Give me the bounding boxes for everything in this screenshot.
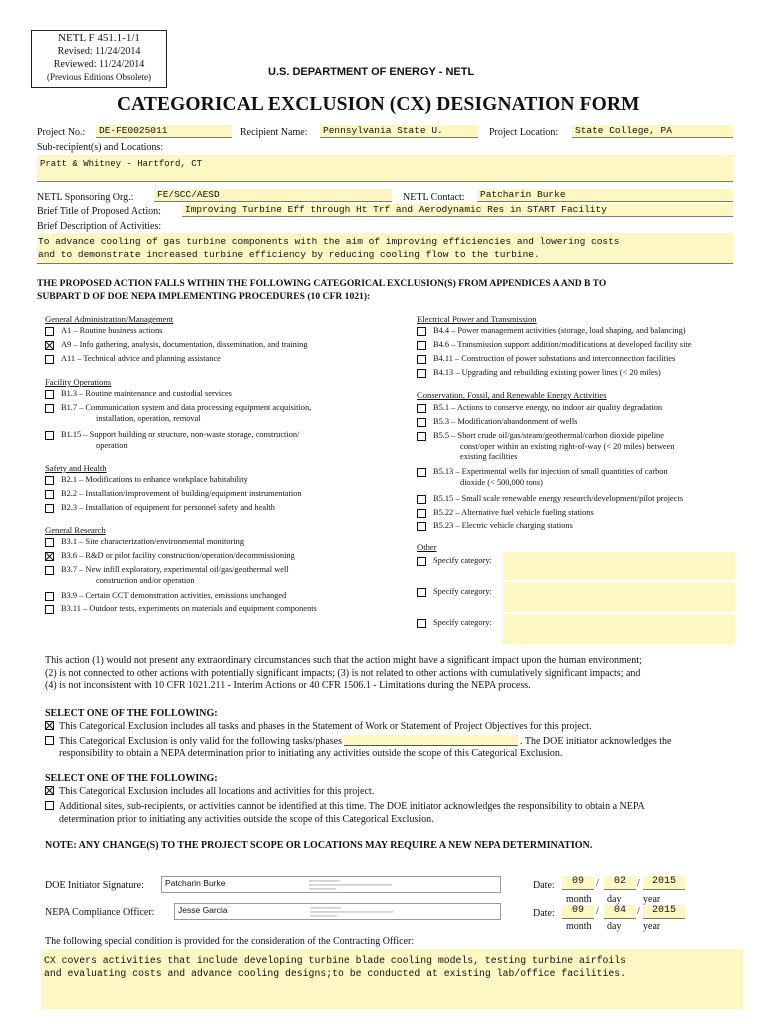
sponsor-field[interactable]: FE/SCC/AESD xyxy=(154,189,392,202)
project-no-field[interactable]: DE-FE0025011 xyxy=(96,125,232,138)
section-general-research: General Research xyxy=(45,525,106,535)
cx-a11[interactable]: A11 – Technical advice and planning assistance xyxy=(45,354,221,365)
proposed-heading-line-2: SUBPART D OF DOE NEPA IMPLEMENTING PROCEDURES (10 CFR 1021): xyxy=(37,291,371,302)
checkbox-b311[interactable] xyxy=(45,605,54,614)
cx-b411[interactable]: B4.11 – Construction of power substations and interconnection facilities xyxy=(417,354,675,365)
cx-b311[interactable]: B3.11 – Outdoor tests, experiments on materials and equipment components xyxy=(45,604,317,615)
cx-b523[interactable]: B5.23 – Electric vehicle charging stations xyxy=(417,521,573,532)
subrecipient-label: Sub-recipient(s) and Locations: xyxy=(37,142,164,153)
checkbox-a9-checked[interactable] xyxy=(45,341,54,350)
location-label: Project Location: xyxy=(489,127,559,138)
checkbox-b522[interactable] xyxy=(417,509,426,518)
checkbox-select1-opt1-checked[interactable] xyxy=(45,721,54,730)
checkbox-select2-opt2[interactable] xyxy=(45,801,54,810)
cx-b36[interactable]: B3.6 – R&D or pilot facility construction/operation/decommissioning xyxy=(45,551,295,562)
special-condition-line-1: CX covers activities that include developing turbine blade cooling models, testing turbine airfoils xyxy=(44,955,627,966)
checkbox-select1-opt2[interactable] xyxy=(45,736,54,745)
checkbox-a11[interactable] xyxy=(45,355,54,364)
form-id-box xyxy=(31,30,167,88)
checkbox-a1[interactable] xyxy=(45,327,54,336)
special-condition-field[interactable] xyxy=(41,949,743,1009)
recipient-label: Recipient Name: xyxy=(240,127,308,138)
section-facility-operations: Facility Operations xyxy=(45,377,112,387)
subrecipient-field[interactable]: Pratt & Whitney - Hartford, CT xyxy=(37,155,733,182)
other-category-1-field[interactable] xyxy=(503,552,735,580)
cx-b13[interactable]: B1.3 – Routine maintenance and custodial services xyxy=(45,389,232,400)
cx-b44[interactable]: B4.4 – Power management activities (storage, load shaping, and balancing) xyxy=(417,326,686,337)
form-number: NETL F 451.1-1/1 xyxy=(58,32,140,44)
cx-a1[interactable]: A1 – Routine business actions xyxy=(45,326,162,337)
checkbox-b523[interactable] xyxy=(417,522,426,531)
cx-b51[interactable]: B5.1 – Actions to conserve energy, no indoor air quality degradation xyxy=(417,403,662,414)
date2-day[interactable]: 04 xyxy=(604,905,636,919)
brief-title-label: Brief Title of Proposed Action: xyxy=(37,206,161,217)
initiator-signature-label: DOE Initiator Signature: xyxy=(45,880,144,891)
month-caption-1: month xyxy=(566,894,592,905)
checkbox-b37[interactable] xyxy=(45,566,54,575)
select2-option-1[interactable]: This Categorical Exclusion includes all locations and activities for this project. xyxy=(45,786,374,799)
nepa-officer-label: NEPA Compliance Officer: xyxy=(45,907,155,918)
cx-b31[interactable]: B3.1 – Site characterization/environmental monitoring xyxy=(45,537,244,548)
department-header: U.S. DEPARTMENT OF ENERGY - NETL xyxy=(268,66,475,78)
year-caption-1: year xyxy=(643,894,661,905)
checkbox-b23[interactable] xyxy=(45,504,54,513)
checkbox-b411[interactable] xyxy=(417,355,426,364)
checkbox-b39[interactable] xyxy=(45,592,54,601)
sponsor-label: NETL Sponsoring Org.: xyxy=(37,192,134,203)
select-one-heading-1: SELECT ONE OF THE FOLLOWING: xyxy=(45,708,218,719)
section-general-admin: General Administration/Management xyxy=(45,314,174,324)
date1-year[interactable]: 2015 xyxy=(643,876,685,890)
checkbox-select2-opt1-checked[interactable] xyxy=(45,786,54,795)
initiator-signature-name: Patcharin Burke xyxy=(165,878,226,888)
section-conservation: Conservation, Fossil, and Renewable Energy Activities xyxy=(417,390,607,400)
date2-month[interactable]: 09 xyxy=(562,905,594,919)
select2-option-2-cont: determination prior to initiating any activities outside the scope of this Categorical Exclusion. xyxy=(59,814,434,825)
cx-b46[interactable]: B4.6 – Transmission support addition/modifications at developed facility site xyxy=(417,340,691,351)
checkbox-b115[interactable] xyxy=(45,431,54,440)
cx-a9[interactable]: A9 – Info gathering, analysis, documentation, dissemination, and training xyxy=(45,340,308,351)
obsolete-note: (Previous Editions Obsolete) xyxy=(47,72,151,82)
cx-b23[interactable]: B2.3 – Installation of equipment for personnel safety and health xyxy=(45,503,275,514)
checkbox-b413[interactable] xyxy=(417,369,426,378)
section-other: Other xyxy=(417,542,437,552)
section-safety-health: Safety and Health xyxy=(45,463,107,473)
form-title: CATEGORICAL EXCLUSION (CX) DESIGNATION FORM xyxy=(117,94,640,115)
checkbox-b22[interactable] xyxy=(45,490,54,499)
brief-desc-field[interactable] xyxy=(37,233,733,264)
special-condition-line-2: and evaluating costs and advance cooling designs;to be conducted at existing lab/office facilities. xyxy=(44,968,627,979)
checkbox-b51[interactable] xyxy=(417,404,426,413)
project-no-label: Project No.: xyxy=(37,127,86,138)
checkbox-b17[interactable] xyxy=(45,404,54,413)
special-condition-label: The following special condition is provided for the consideration of the Contracting Officer: xyxy=(45,936,415,947)
contact-label: NETL Contact: xyxy=(403,192,465,203)
cx-b413[interactable]: B4.13 – Upgrading and rebuilding existing power lines (< 20 miles) xyxy=(417,368,661,379)
date1-slash-1: / xyxy=(596,878,599,889)
cx-b513[interactable]: B5.13 – Experimental wells for injection of small quantities of carbon dioxide (< 500,000 tons) xyxy=(417,467,668,488)
checkbox-b515[interactable] xyxy=(417,495,426,504)
checkbox-b21[interactable] xyxy=(45,476,54,485)
checkbox-other-1[interactable] xyxy=(417,557,426,566)
checkbox-b53[interactable] xyxy=(417,418,426,427)
checkbox-b13[interactable] xyxy=(45,390,54,399)
checkbox-b46[interactable] xyxy=(417,341,426,350)
select2-option-2[interactable]: Additional sites, sub-recipients, or activities cannot be identified at this time. The DOE initiator acknowledges the responsibility to obtain a NEPA xyxy=(45,801,645,814)
recipient-field[interactable]: Pennsylvania State U. xyxy=(320,125,478,138)
tasks-phases-field[interactable] xyxy=(344,735,518,746)
cx-b22[interactable]: B2.2 – Installation/improvement of building/equipment instrumentation xyxy=(45,489,302,500)
checkbox-b513[interactable] xyxy=(417,468,426,477)
checkbox-b44[interactable] xyxy=(417,327,426,336)
cx-b39[interactable]: B3.9 – Certain CCT demonstration activities, emissions unchanged xyxy=(45,591,286,602)
nepa-signature-field[interactable] xyxy=(174,903,501,920)
cx-b115[interactable]: B1.15 – Support building or structure, non-waste storage, construction/ operation xyxy=(45,430,299,451)
checkbox-other-3[interactable] xyxy=(417,619,426,628)
proposed-heading-line-1: THE PROPOSED ACTION FALLS WITHIN THE FOLLOWING CATEGORICAL EXCLUSION(S) FROM APPENDICES A AND B TO xyxy=(37,278,607,289)
date2-slash-1: / xyxy=(596,906,599,917)
cx-b53[interactable]: B5.3 – Modification/abandonment of wells xyxy=(417,417,577,428)
other-category-3[interactable]: Specify category: xyxy=(417,618,492,629)
day-caption-2: day xyxy=(607,921,622,932)
nepa-signature-name: Jesse Garcia xyxy=(178,905,228,915)
date-label-1: Date: xyxy=(533,880,555,891)
nepa-digital-stamp: ━━━━━━━━━━━━━━━━━ ━━━━━━━━━━━━━━━━━━━━━━━━━━━━━━━━━━━━━━━━━━━━━━ ━━━━━━━━━━━━━━━ xyxy=(310,906,394,918)
select1-option-2[interactable]: This Categorical Exclusion is only valid for the following tasks/phases . The DOE initiator acknowledges the xyxy=(45,735,671,749)
date1-month[interactable]: 09 xyxy=(562,876,594,890)
revised-date: Revised: 11/24/2014 xyxy=(57,46,141,57)
brief-desc-label: Brief Description of Activities: xyxy=(37,221,162,232)
cx-b515[interactable]: B5.15 – Small scale renewable energy research/development/pilot projects xyxy=(417,494,683,505)
other-category-2-field[interactable] xyxy=(503,582,735,612)
scope-change-note: NOTE: ANY CHANGE(S) TO THE PROJECT SCOPE OR LOCATIONS MAY REQUIRE A NEW NEPA DETERMINATION. xyxy=(45,840,593,851)
cx-b17[interactable]: B1.7 – Communication system and data processing equipment acquisition, installation, operation, removal xyxy=(45,403,311,424)
day-caption-1: day xyxy=(607,894,622,905)
date2-year[interactable]: 2015 xyxy=(643,905,685,919)
select1-option-2-cont: responsibility to obtain a NEPA determination prior to initiating any activities outside the scope of this Categorical Exclusion. xyxy=(59,748,563,759)
brief-title-field[interactable]: Improving Turbine Eff through Ht Trf and Aerodynamic Res in START Facility xyxy=(182,204,733,217)
checkbox-other-2[interactable] xyxy=(417,588,426,597)
month-caption-2: month xyxy=(566,921,592,932)
brief-desc-line-1: To advance cooling of gas turbine components with the aim of improving efficiencies and lowering costs xyxy=(38,236,620,247)
checkbox-b36-checked[interactable] xyxy=(45,552,54,561)
initiator-digital-stamp: ━━━━━━━━━━━━━━━━━ ━━━━━━━━━━━━━━━━━━━━━━━━━━━━━━━━━━━━━━━━━━━━━━ ━━━━━━━━━━━━━━━ xyxy=(309,879,393,891)
action-paragraph: This action (1) would not present any extraordinary circumstances such that the action might have a significant impact upon the human environment; (2) is not connected to other actions with potentially significant impacts; (3) is not related to other actions with cumulatively significant impacts; and (4) is not inconsistent with 10 CFR 1021.211 - Interim Actions or 40 CFR 1506.1 - Limitations during the NEPA process. xyxy=(45,655,642,691)
cx-b522[interactable]: B5.22 – Alternative fuel vehicle fueling stations xyxy=(417,508,594,519)
location-field[interactable]: State College, PA xyxy=(572,125,733,138)
year-caption-2: year xyxy=(643,921,661,932)
date2-slash-2: / xyxy=(637,906,640,917)
checkbox-b55[interactable] xyxy=(417,432,426,441)
checkbox-b31[interactable] xyxy=(45,538,54,547)
other-category-1[interactable]: Specify category: xyxy=(417,556,492,567)
date-label-2: Date: xyxy=(533,908,555,919)
brief-desc-line-2: and to demonstrate increased turbine efficiency by reducing cooling flow to the turbine. xyxy=(38,248,540,260)
initiator-signature-field[interactable] xyxy=(161,876,501,893)
select-one-heading-2: SELECT ONE OF THE FOLLOWING: xyxy=(45,773,218,784)
date1-slash-2: / xyxy=(637,878,640,889)
reviewed-date: Reviewed: 11/24/2014 xyxy=(53,59,145,70)
date1-day[interactable]: 02 xyxy=(604,876,636,890)
select1-option-1[interactable]: This Categorical Exclusion includes all tasks and phases in the Statement of Work or Statement of Project Objectives for this project. xyxy=(45,721,592,734)
other-category-3-field[interactable] xyxy=(503,614,735,644)
cx-b55[interactable]: B5.5 – Short crude oil/gas/steam/geothermal/carbon dioxide pipeline const/oper within an existing right-of-way (< 20 miles) between existing facilities xyxy=(417,431,675,463)
other-category-2[interactable]: Specify category: xyxy=(417,587,492,598)
section-electrical-power: Electrical Power and Transmission xyxy=(417,314,537,324)
cx-b21[interactable]: B2.1 – Modifications to enhance workplace habitability xyxy=(45,475,248,486)
cx-b37[interactable]: B3.7 – New infill exploratory, experimental oil/gas/geothermal well construction and/or operation xyxy=(45,565,289,586)
contact-field[interactable]: Patcharin Burke xyxy=(477,189,733,202)
